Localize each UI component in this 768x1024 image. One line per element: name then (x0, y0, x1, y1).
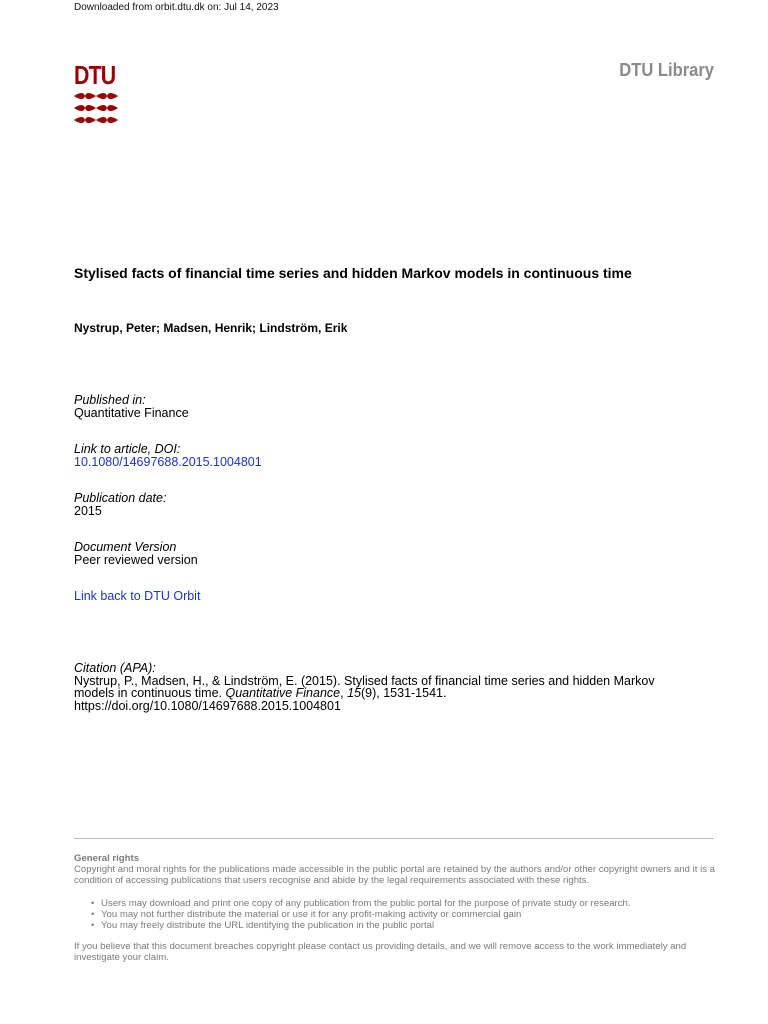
rights-intro: Copyright and moral rights for the publications made accessible in the public portal are retained by the authors and/or other copyright owners and it is a condition of accessing publications that users recognise and abide by the legal requirements associated with these rights. (74, 864, 716, 886)
dtu-library-label: DTU Library (619, 60, 714, 80)
published-in-field (74, 394, 189, 420)
divider (74, 838, 714, 839)
document-version-value: Peer reviewed version (74, 553, 198, 567)
doi-field (74, 443, 262, 469)
citation-volume: 15 (347, 686, 361, 700)
download-note: Downloaded from orbit.dtu.dk on: Jul 14, 2023 (74, 2, 279, 13)
published-in-value: Quantitative Finance (74, 406, 189, 420)
rights-item-url: • You may freely distribute the URL identifying the publication in the public portal (91, 920, 724, 931)
publication-date-field (74, 492, 166, 518)
doi-link[interactable]: 10.1080/14697688.2015.1004801 (74, 455, 262, 469)
citation-journal: Quantitative Finance (225, 686, 341, 700)
published-in-label: Published in: (74, 393, 146, 407)
rights-item-no-distribution: • You may not further distribute the material or use it for any profit-making activity or commercial gain (91, 909, 724, 920)
general-rights (74, 853, 724, 963)
citation-line-1: Nystrup, P., Madsen, H., & Lindström, E. (2015). Stylised facts of financial time series and hidden Markov (74, 673, 655, 688)
document-version-field (74, 541, 198, 567)
document-authors: Nystrup, Peter; Madsen, Henrik; Lindström, Erik (74, 321, 348, 335)
rights-item-download: • Users may download and print one copy of any publication from the public portal for the purpose of private study or research. (91, 898, 724, 909)
doi-label: Link to article, DOI: (74, 442, 181, 456)
citation-line-2 (74, 687, 714, 700)
rights-list (91, 898, 724, 931)
dtu-logo (74, 62, 120, 128)
document-title: Stylised facts of financial time series and hidden Markov models in continuous time (74, 265, 632, 281)
document-version-label: Document Version (74, 540, 177, 554)
rights-heading: General rights (74, 853, 140, 864)
citation-issue-pages: (9), 1531-1541. (360, 686, 447, 700)
citation-line-2-prefix: models in continuous time. (74, 686, 226, 700)
orbit-link[interactable]: Link back to DTU Orbit (74, 589, 201, 603)
publication-date-value: 2015 (74, 504, 102, 518)
citation-label: Citation (APA): (74, 661, 156, 675)
citation-block (74, 662, 714, 712)
dtu-logo-text: DTU (74, 60, 116, 90)
citation-url[interactable]: https://doi.org/10.1080/14697688.2015.1004801 (74, 698, 341, 713)
rights-closing: If you believe that this document breaches copyright please contact us providing details, and we will remove access to the work immediately and investigate your claim. (74, 941, 687, 963)
citation-separator: , (340, 686, 348, 700)
dtu-waves-icon (74, 92, 120, 126)
publication-date-label: Publication date: (74, 491, 167, 505)
